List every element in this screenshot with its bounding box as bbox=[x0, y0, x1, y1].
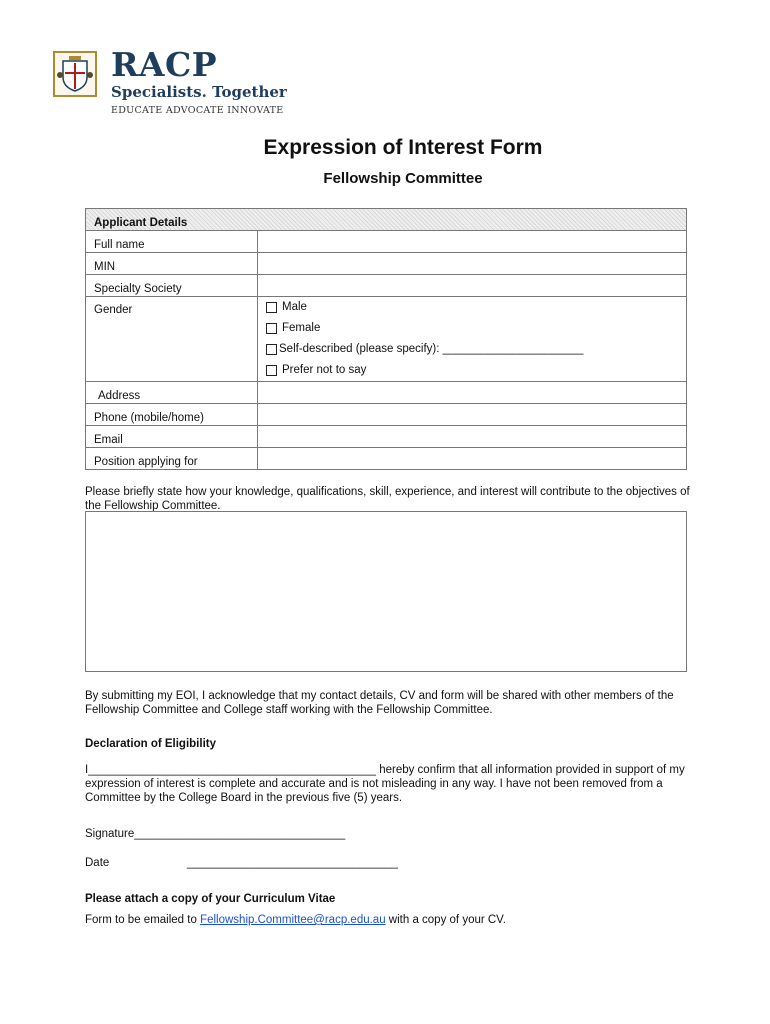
address-label: Address bbox=[86, 382, 258, 404]
min-field[interactable] bbox=[258, 253, 687, 275]
email-field[interactable] bbox=[258, 426, 687, 448]
declaration-text: I_____________________________________________ hereby confirm that all information provided in support of my expression of interest is complete and accurate and is not misleading in any way. I have not been removed from a Committee by the College Board in the previous five (5) years. bbox=[85, 764, 685, 804]
gender-option-male[interactable] bbox=[266, 297, 678, 318]
date-label: Date bbox=[85, 857, 110, 869]
phone-field[interactable] bbox=[258, 404, 687, 426]
gender-option-female-label: Female bbox=[282, 322, 321, 334]
min-label: MIN bbox=[86, 253, 258, 275]
checkbox-prefer-not[interactable] bbox=[266, 365, 277, 376]
gender-options bbox=[258, 297, 687, 382]
brand-name: RACP bbox=[111, 45, 218, 84]
full-name-field[interactable] bbox=[258, 231, 687, 253]
gender-option-prefer-not[interactable] bbox=[266, 360, 678, 381]
specialty-society-label: Specialty Society bbox=[86, 275, 258, 297]
form-subtitle: Fellowship Committee bbox=[323, 170, 483, 187]
address-field[interactable] bbox=[258, 382, 687, 404]
gender-option-self-described[interactable] bbox=[266, 339, 678, 360]
gender-option-prefer-not-label: Prefer not to say bbox=[282, 364, 367, 376]
contribution-answer-box[interactable] bbox=[85, 511, 687, 672]
position-label: Position applying for bbox=[86, 448, 258, 470]
position-field[interactable] bbox=[258, 448, 687, 470]
racp-logo bbox=[53, 45, 313, 121]
declaration-heading: Declaration of Eligibility bbox=[85, 738, 216, 750]
form-title: Expression of Interest Form bbox=[263, 136, 543, 159]
applicant-details-table bbox=[85, 208, 687, 470]
gender-label: Gender bbox=[86, 297, 258, 382]
checkbox-female[interactable] bbox=[266, 323, 277, 334]
phone-label: Phone (mobile/home) bbox=[86, 404, 258, 426]
email-label: Email bbox=[86, 426, 258, 448]
brand-subtagline: EDUCATE ADVOCATE INNOVATE bbox=[111, 105, 284, 116]
acknowledgement-text: By submitting my EOI, I acknowledge that my contact details, CV and form will be shared with other members of the Fellowship Committee and College staff working with the Fellowship Committee. bbox=[85, 690, 674, 716]
email-suffix: with a copy of your CV. bbox=[385, 914, 506, 926]
email-instructions bbox=[85, 913, 705, 927]
checkbox-self-described[interactable] bbox=[266, 344, 277, 355]
gender-option-female[interactable] bbox=[266, 318, 678, 339]
attach-cv-heading: Please attach a copy of your Curriculum Vitae bbox=[85, 893, 336, 905]
specialty-society-field[interactable] bbox=[258, 275, 687, 297]
date-line[interactable]: _________________________________ bbox=[187, 857, 399, 869]
gender-option-male-label: Male bbox=[282, 301, 307, 313]
contribution-prompt: Please briefly state how your knowledge, qualifications, skill, experience, and interest will contribute to the objectives of the Fellowship Committee. bbox=[85, 486, 690, 512]
applicant-details-header: Applicant Details bbox=[86, 209, 687, 231]
email-prefix: Form to be emailed to bbox=[85, 914, 201, 926]
signature-line[interactable]: Signature_________________________________ bbox=[85, 828, 346, 840]
gender-option-self-described-label: Self-described (please specify): ______________________ bbox=[279, 343, 584, 355]
racp-crest-icon bbox=[53, 51, 97, 97]
full-name-label: Full name bbox=[86, 231, 258, 253]
checkbox-male[interactable] bbox=[266, 302, 277, 313]
committee-email-link[interactable]: Fellowship.Committee@racp.edu.au bbox=[200, 914, 386, 926]
brand-tagline: Specialists. Together bbox=[111, 83, 287, 101]
